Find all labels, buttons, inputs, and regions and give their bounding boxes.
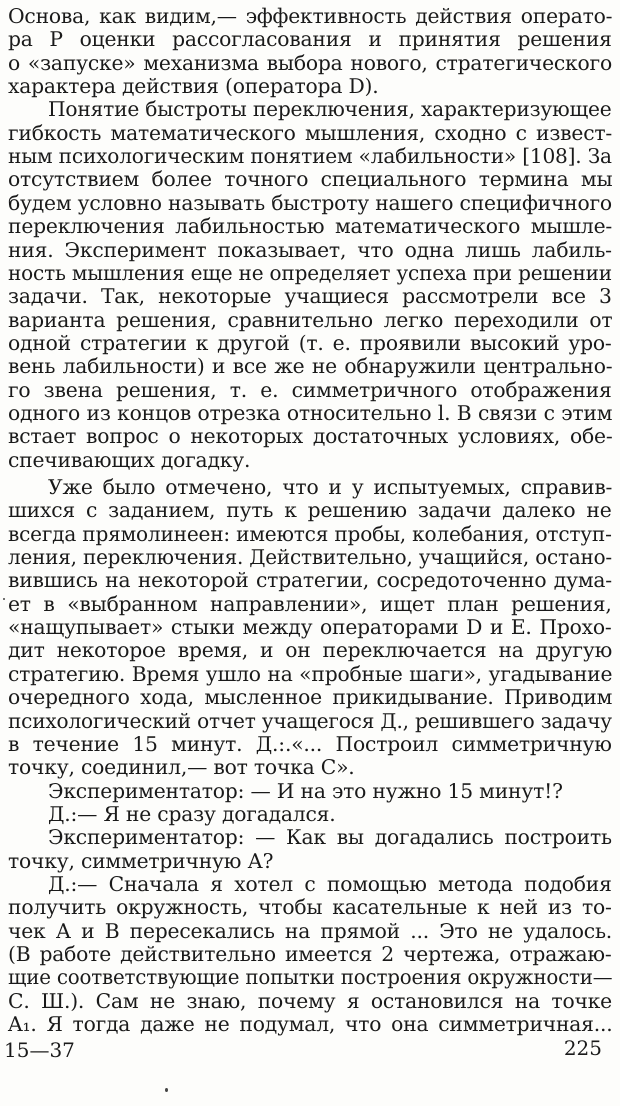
text-line: очередного хода, мысленное прикидывание. Приводим xyxy=(8,685,613,710)
text-line: вившись на некоторой стратегии, сосредоточенно дума- xyxy=(8,568,612,593)
text-line: спечивающих догадку. xyxy=(8,447,251,472)
text-line: Основа, как видим,— эффективность действия операто- xyxy=(8,4,613,28)
text-line: о «запуске» механизма выбора нового, стратегического xyxy=(8,50,612,75)
text-line: ным психологическим понятием «лабильности» [108]. За xyxy=(8,144,612,169)
text-line: «нащупывает» стыки между операторами D и E. Прохо- xyxy=(8,615,612,640)
text-line: в течение 15 минут. Д.:.«... Построил симметричную xyxy=(8,731,612,756)
text-line: (В работе действительно имеется 2 чертежа, отражаю- xyxy=(8,942,612,966)
text-line: дит некоторое время, и он переключается на другую xyxy=(8,638,613,663)
text-line: A₁. Я тогда даже не подумал, что она симметричная... xyxy=(8,1012,613,1037)
signature-mark: 15—37 xyxy=(4,1038,75,1062)
text-line: ния. Эксперимент показывает, что одна лишь лабиль- xyxy=(8,237,612,262)
text-line: ность мышления еще не определяет успеха при решении xyxy=(8,260,612,285)
text-line: Понятие быстроты переключения, характеризующее xyxy=(48,97,612,122)
text-line: Уже было отмечено, что и у испытуемых, справив- xyxy=(48,475,613,499)
scan-speck xyxy=(3,598,5,600)
text-line: щие соответствующие попытки построения окружности— xyxy=(8,965,613,990)
text-line: Д.:— Я не сразу догадался. xyxy=(48,801,336,826)
text-line: вень лабильности) и все же не обнаружили центрально- xyxy=(8,354,613,379)
text-line: одного из концов отрезка относительно l. В связи с этим xyxy=(8,400,613,425)
text-line: Экспериментатор: — Как вы догадались построить xyxy=(48,825,612,850)
text-line: получить окружность, чтобы касательные к ней из то- xyxy=(8,895,612,920)
text-line: варианта решения, сравнительно легко переходили от xyxy=(8,307,613,332)
text-line: чек А и В пересекались на прямой ... Это не удалось. xyxy=(8,918,613,943)
text-line: задачи. Так, некоторые учащиеся рассмотрели все 3 xyxy=(8,284,612,309)
scan-speck xyxy=(165,1088,168,1092)
text-line: одной стратегии к другой (т. е. проявили высокий уро- xyxy=(8,330,612,355)
text-line: ра Р оценки рассогласования и принятия решения xyxy=(8,27,612,52)
text-line: встает вопрос о некоторых достаточных условиях, обе- xyxy=(8,424,613,449)
text-line: Экспериментатор: — И на это нужно 15 минут!? xyxy=(48,778,563,803)
text-line: точку, симметричную А? xyxy=(8,848,274,873)
text-line: переключения лабильностью математического мышле- xyxy=(8,214,613,239)
text-line: характера действия (оператора D). xyxy=(8,74,379,99)
text-line: отсутствием более точного специального термина мы xyxy=(8,167,613,192)
text-line: го звена решения, т. е. симметричного отображения xyxy=(8,377,612,402)
text-line: Д.:— Сначала я хотел с помощью метода подобия xyxy=(48,871,612,896)
text-line: будем условно называть быстроту нашего специфичного xyxy=(8,190,612,215)
page-number: 225 xyxy=(563,1036,602,1060)
text-line: ления, переключения. Действительно, учащийся, остано- xyxy=(8,545,612,570)
text-line: психологический отчет учащегося Д., решившего задачу xyxy=(8,708,612,733)
text-line: шихся с заданием, путь к решению задачи далеко не xyxy=(8,498,612,523)
text-line: С. Ш.). Сам не знаю, почему я остановился на точке xyxy=(8,988,612,1013)
text-line: всегда прямолинеен: имеются пробы, колебания, отступ- xyxy=(8,521,612,546)
text-line: точку, соединил,— вот точка С». xyxy=(8,755,355,780)
text-line: стратегию. Время ушло на «пробные шаги», угадывание xyxy=(8,661,613,686)
text-line: ет в «выбранном направлении», ищет план решения, xyxy=(8,591,612,616)
text-line: гибкость математического мышления, сходно с извест- xyxy=(8,120,613,145)
